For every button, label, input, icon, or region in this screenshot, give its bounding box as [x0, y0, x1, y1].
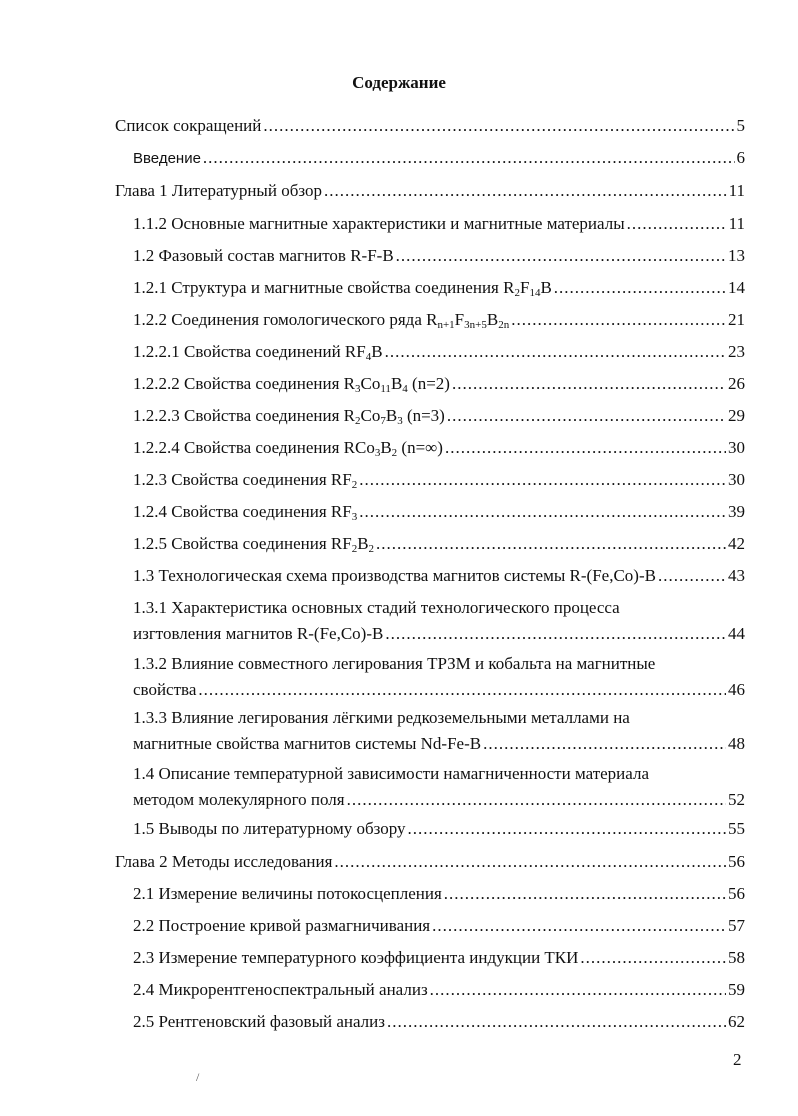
- toc-entry-title: 1.2.2.4 Свойства соединения $RCo_3B_2$ (n=∞): [133, 438, 443, 459]
- toc-entry-1-2-4[interactable]: [133, 502, 745, 522]
- toc-entry-page: 11: [728, 181, 745, 200]
- toc-entry-page: 23: [728, 342, 745, 361]
- toc-entry-title-line1: 1.4 Описание температурной зависимости намагниченности материала: [133, 764, 650, 783]
- toc-entry-page: 62: [728, 1012, 745, 1031]
- toc-entry-title-line2: магнитные свойства магнитов системы Nd-Fe-B: [133, 734, 482, 753]
- toc-entry-1-2-3[interactable]: [133, 470, 745, 490]
- toc-entry-1-5[interactable]: [133, 819, 745, 839]
- toc-entry-page: 29: [728, 406, 745, 425]
- toc-entry-page: 59: [728, 980, 745, 999]
- toc-entry-1-2[interactable]: [133, 246, 745, 266]
- toc-entry-page: 58: [728, 948, 745, 967]
- toc-entry-page: 39: [728, 502, 745, 521]
- toc-entry-title: Введение: [133, 150, 201, 167]
- toc-entry-title: 1.2.2.1 Свойства соединений $RF_4B$: [133, 342, 383, 363]
- toc-entry-title: 2.1 Измерение величины потокосцепления: [133, 884, 442, 903]
- toc-entry-title: 2.5 Рентгеновский фазовый анализ: [133, 1012, 385, 1031]
- toc-entry-1-2-5[interactable]: [133, 534, 745, 554]
- toc-entry-page: 46: [728, 680, 745, 699]
- toc-entry-page: 14: [728, 278, 745, 297]
- toc-entry-introduction[interactable]: [133, 148, 745, 169]
- toc-entry-2-3[interactable]: [133, 948, 745, 968]
- toc-entry-1-2-2[interactable]: [133, 310, 745, 330]
- toc-entry-1-3[interactable]: [133, 566, 745, 586]
- toc-entry-page: 43: [728, 566, 745, 585]
- toc-entry-page: 30: [728, 470, 745, 489]
- toc-entry-1-2-2-1[interactable]: [133, 342, 745, 362]
- toc-entry-title: 1.2.3 Свойства соединения $RF_2$: [133, 470, 358, 491]
- toc-entry-page: 55: [728, 819, 745, 838]
- toc-entry-1-1-2[interactable]: [133, 214, 745, 234]
- toc-entry-page: 11: [728, 214, 745, 233]
- toc-entry-page: 56: [728, 852, 745, 871]
- toc-entry-1-2-2-3[interactable]: [133, 406, 745, 426]
- toc-entry-page: 56: [728, 884, 745, 903]
- stray-pen-mark: /: [196, 1070, 200, 1084]
- toc-entry-2-5[interactable]: [133, 1012, 745, 1032]
- toc-entry-title: 1.2.2.2 Свойства соединения $R_3Co_{11}B_4$ (n=2): [133, 374, 450, 395]
- toc-entry-2-1[interactable]: [133, 884, 745, 904]
- toc-entry-title-line1: 1.3.1 Характеристика основных стадий технологического процесса: [133, 598, 620, 617]
- toc-entry-page: 6: [736, 148, 745, 167]
- toc-entry-1-2-2-4[interactable]: [133, 438, 745, 458]
- toc-entry-title: 1.2.2.3 Свойства соединения $R_2Co_7B_3$ (n=3): [133, 406, 445, 427]
- toc-entry-title: 2.3 Измерение температурного коэффициента индукции ТКИ: [133, 948, 579, 967]
- toc-entry-title: 1.2 Фазовый состав магнитов R-F-B: [133, 246, 394, 265]
- toc-entry-title-line2: методом молекулярного поля: [133, 790, 345, 809]
- toc-entry-page: 13: [728, 246, 745, 265]
- toc-entry-1-4[interactable]: [133, 764, 745, 810]
- toc-entry-1-2-1[interactable]: [133, 278, 745, 298]
- toc-entry-title: 2.4 Микрорентгеноспектральный анализ: [133, 980, 428, 999]
- toc-entry-1-2-2-2[interactable]: [133, 374, 745, 394]
- toc-entry-title-line2: свойства: [133, 680, 197, 699]
- toc-entry-1-3-3[interactable]: [133, 708, 745, 754]
- toc-entry-title-line1: 1.3.3 Влияние легирования лёгкими редкоземельными металлами на: [133, 708, 630, 727]
- toc-entry-1-3-2[interactable]: [133, 654, 745, 700]
- toc-entry-page: 21: [728, 310, 745, 329]
- toc-entry-2-4[interactable]: [133, 980, 745, 1000]
- toc-entry-title: 1.5 Выводы по литературному обзору: [133, 819, 406, 838]
- toc-entry-page: 48: [728, 734, 745, 753]
- toc-entry-title: 1.2.1 Структура и магнитные свойства соединения $R_2F_{14}B$: [133, 278, 552, 299]
- toc-entry-page: 52: [728, 790, 745, 809]
- toc-entry-chapter-2[interactable]: [115, 852, 745, 872]
- toc-entry-title: 1.2.2 Соединения гомологического ряда $R_{n+1}F_{3n+5}B_{2n}$: [133, 310, 510, 331]
- page-number: 2: [733, 1050, 742, 1069]
- toc-entry-title: 2.2 Построение кривой размагничивания: [133, 916, 431, 935]
- toc-entry-abbreviations[interactable]: [115, 116, 745, 136]
- toc-entry-page: 44: [728, 624, 745, 643]
- toc-entry-1-3-1[interactable]: [133, 598, 745, 644]
- toc-entry-page: 30: [728, 438, 745, 457]
- toc-entry-title: Глава 1 Литературный обзор: [115, 181, 322, 200]
- toc-entry-title: 1.2.5 Свойства соединения $RF_2B_2$: [133, 534, 375, 555]
- toc-entry-title-line1: 1.3.2 Влияние совместного легирования ТРЗМ и кобальта на магнитные: [133, 654, 656, 673]
- toc-entry-title: 1.2.4 Свойства соединения $RF_3$: [133, 502, 358, 523]
- toc-entry-2-2[interactable]: [133, 916, 745, 936]
- toc-entry-title-line2: изгтовления магнитов R-(Fe,Co)-B: [133, 624, 384, 643]
- toc-entry-page: 26: [728, 374, 745, 393]
- toc-entry-page: 5: [736, 116, 745, 135]
- toc-entry-title: Список сокращений: [115, 116, 262, 135]
- toc-entry-title: 1.3 Технологическая схема производства магнитов системы R-(Fe,Co)-B: [133, 566, 656, 585]
- toc-entry-page: 42: [728, 534, 745, 553]
- toc-entry-title: Глава 2 Методы исследования: [115, 852, 333, 871]
- toc-entry-title: 1.1.2 Основные магнитные характеристики и магнитные материалы: [133, 214, 625, 233]
- page-title: Содержание: [352, 73, 446, 92]
- toc-entry-chapter-1[interactable]: [115, 181, 745, 201]
- toc-entry-page: 57: [728, 916, 745, 935]
